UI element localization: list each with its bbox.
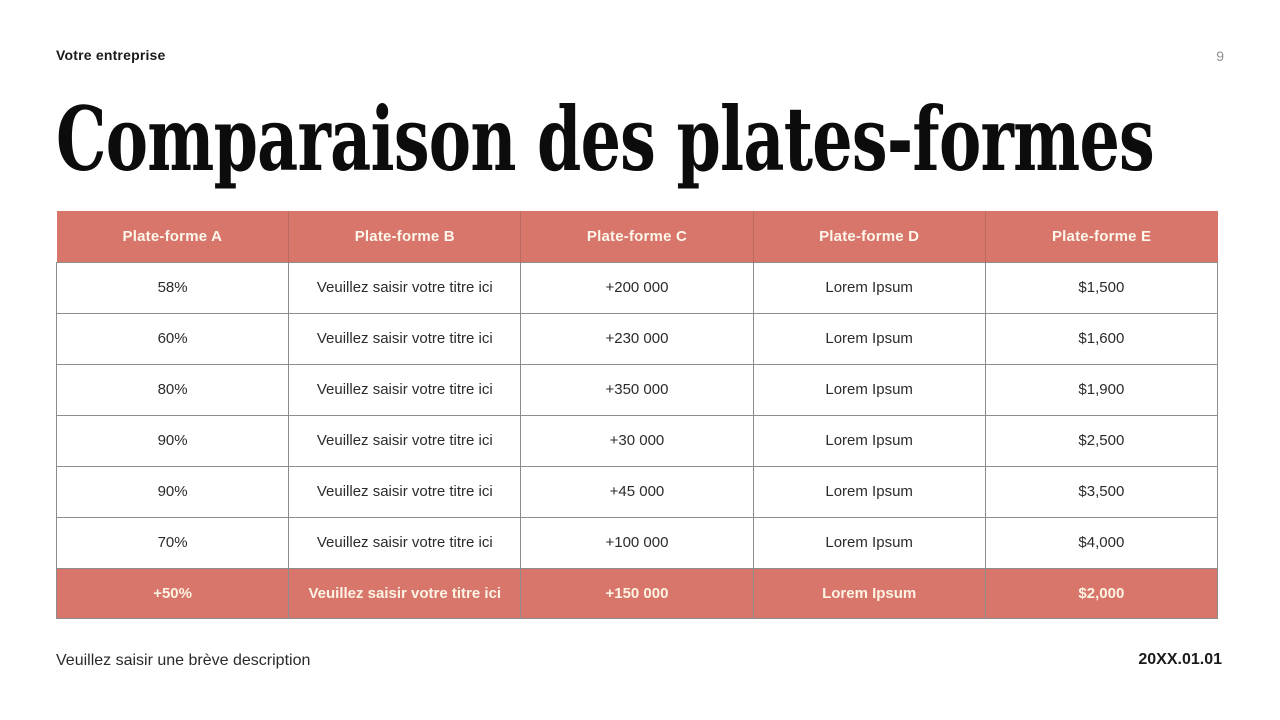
table-cell: Veuillez saisir votre titre ici [289,313,521,364]
table-cell: +350 000 [521,364,753,415]
table-cell: +100 000 [521,517,753,568]
column-header-platform-a: Plate-forme A [57,211,289,262]
table-cell-highlighted: +150 000 [521,568,753,618]
table-cell: +230 000 [521,313,753,364]
table-cell: Lorem Ipsum [753,364,985,415]
column-header-platform-d: Plate-forme D [753,211,985,262]
table-header-row [57,211,1218,262]
table-row [57,517,1218,568]
slide-date: 20XX.01.01 [1138,651,1222,668]
table-cell: +45 000 [521,466,753,517]
comparison-table-container [56,211,1218,619]
column-header-platform-e: Plate-forme E [985,211,1217,262]
table-cell: Lorem Ipsum [753,313,985,364]
table-cell: Lorem Ipsum [753,262,985,313]
slide-title-container [56,87,1226,193]
table-cell: 58% [57,262,289,313]
comparison-table [56,211,1218,619]
table-cell: Veuillez saisir votre titre ici [289,517,521,568]
table-row-highlighted [57,568,1218,618]
table-row [57,466,1218,517]
table-cell: $2,500 [985,415,1217,466]
table-cell: Veuillez saisir votre titre ici [289,466,521,517]
table-cell: Veuillez saisir votre titre ici [289,415,521,466]
table-cell: $1,600 [985,313,1217,364]
table-cell-highlighted: Lorem Ipsum [753,568,985,618]
table-cell: $1,900 [985,364,1217,415]
table-cell: 80% [57,364,289,415]
table-cell: Lorem Ipsum [753,415,985,466]
table-row [57,262,1218,313]
table-cell: 90% [57,415,289,466]
page-number: 9 [1216,48,1224,64]
table-cell-highlighted: $2,000 [985,568,1217,618]
table-cell: $1,500 [985,262,1217,313]
table-cell-highlighted: Veuillez saisir votre titre ici [289,568,521,618]
table-cell: 90% [57,466,289,517]
table-cell: Veuillez saisir votre titre ici [289,262,521,313]
table-cell: Lorem Ipsum [753,466,985,517]
table-row [57,415,1218,466]
company-name: Votre entreprise [56,47,166,63]
column-header-platform-b: Plate-forme B [289,211,521,262]
table-cell: 70% [57,517,289,568]
table-cell: 60% [57,313,289,364]
column-header-platform-c: Plate-forme C [521,211,753,262]
slide-title: Comparaison des plates-formes [56,87,1155,191]
table-cell: +200 000 [521,262,753,313]
table-row [57,364,1218,415]
table-cell: +30 000 [521,415,753,466]
slide-description: Veuillez saisir une brève description [56,652,311,669]
table-cell: $4,000 [985,517,1217,568]
table-cell: Lorem Ipsum [753,517,985,568]
table-cell-highlighted: +50% [57,568,289,618]
table-cell: Veuillez saisir votre titre ici [289,364,521,415]
table-cell: $3,500 [985,466,1217,517]
table-row [57,313,1218,364]
